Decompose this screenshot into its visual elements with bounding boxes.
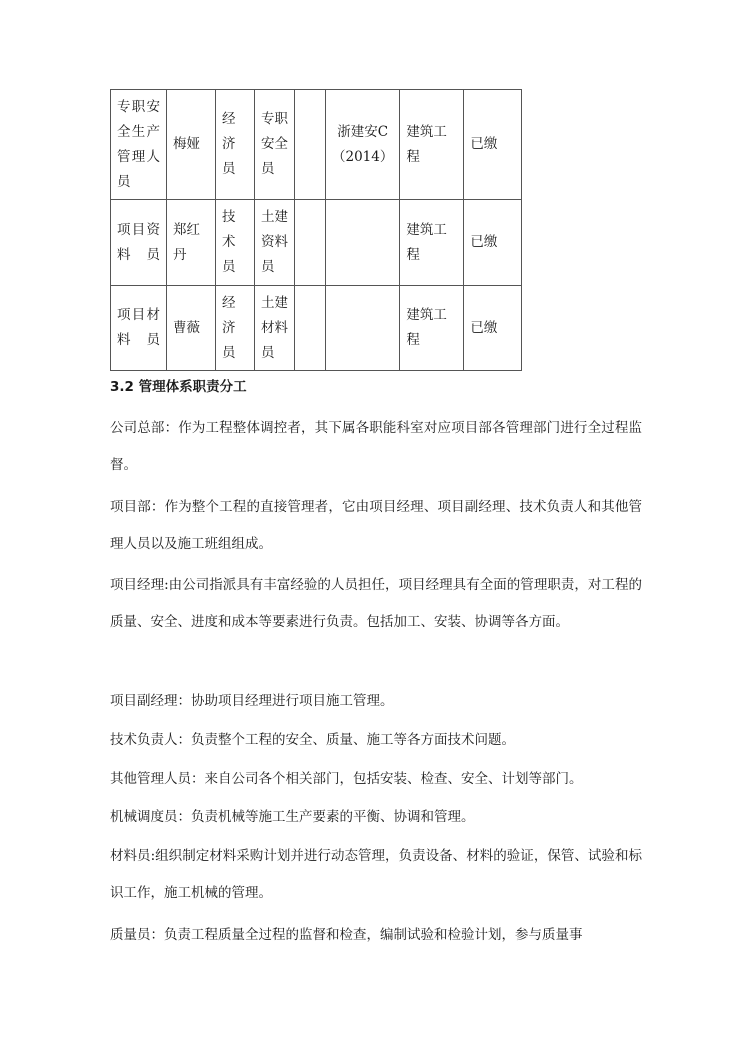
cell-name: 郑红丹	[167, 200, 216, 286]
paragraph-project-manager: 项目经理:由公司指派具有丰富经验的人员担任，项目经理具有全面的管理职责，对工程的质量、安全、进度和成本等要素进行负责。包括加工、安装、协调等各方面。	[110, 577, 642, 630]
paragraph-materials-officer: 材料员:组织制定材料采购计划并进行动态管理，负责设备、材料的验证，保管、试验和标识工作，施工机械的管理。	[110, 848, 642, 901]
cell-blank	[295, 90, 326, 200]
paragraph-company-hq: 公司总部：作为工程整体调控者，其下属各职能科室对应项目部各管理部门进行全过程监督。	[110, 420, 642, 473]
staff-table	[110, 89, 522, 371]
cell-specialty: 建筑工程	[400, 90, 464, 200]
cell-status: 已缴	[464, 200, 522, 286]
paragraph-other-staff: 其他管理人员：来自公司各个相关部门，包括安装、检查、安全、计划等部门。	[110, 771, 583, 787]
paragraph-machinery-dispatcher: 机械调度员：负责机械等施工生产要素的平衡、协调和管理。	[110, 809, 475, 825]
cell-name: 曹薇	[167, 286, 216, 371]
cell-position: 专职安全员	[255, 90, 295, 200]
paragraph-tech-lead: 技术负责人：负责整个工程的安全、质量、施工等各方面技术问题。	[110, 732, 515, 748]
cell-title: 技术员	[216, 200, 255, 286]
cell-status: 已缴	[464, 90, 522, 200]
table-row	[111, 90, 522, 200]
cell-cert	[326, 200, 400, 286]
cell-role: 专职安全生产管理人员	[111, 90, 167, 200]
paragraph-deputy-manager: 项目副经理：协助项目经理进行项目施工管理。	[110, 693, 394, 709]
cell-role: 项目材料员	[111, 286, 167, 371]
cell-position: 土建资料员	[255, 200, 295, 286]
cell-role: 项目资料员	[111, 200, 167, 286]
cell-specialty: 建筑工程	[400, 286, 464, 371]
paragraph-quality-officer: 质量员：负责工程质量全过程的监督和检查，编制试验和检验计划，参与质量事	[110, 927, 583, 943]
table-row	[111, 200, 522, 286]
section-heading: 3.2 管理体系职责分工	[110, 379, 247, 395]
cell-status: 已缴	[464, 286, 522, 371]
cell-cert	[326, 286, 400, 371]
cell-title: 经济员	[216, 90, 255, 200]
cell-cert: 浙建安C（2014）	[326, 90, 400, 200]
cell-position: 土建材料员	[255, 286, 295, 371]
paragraph-project-dept: 项目部：作为整个工程的直接管理者，它由项目经理、项目副经理、技术负责人和其他管理人员以及施工班组组成。	[110, 499, 642, 552]
cell-blank	[295, 200, 326, 286]
cell-name: 梅娅	[167, 90, 216, 200]
cell-title: 经济员	[216, 286, 255, 371]
table-row	[111, 286, 522, 371]
cell-blank	[295, 286, 326, 371]
cell-specialty: 建筑工程	[400, 200, 464, 286]
